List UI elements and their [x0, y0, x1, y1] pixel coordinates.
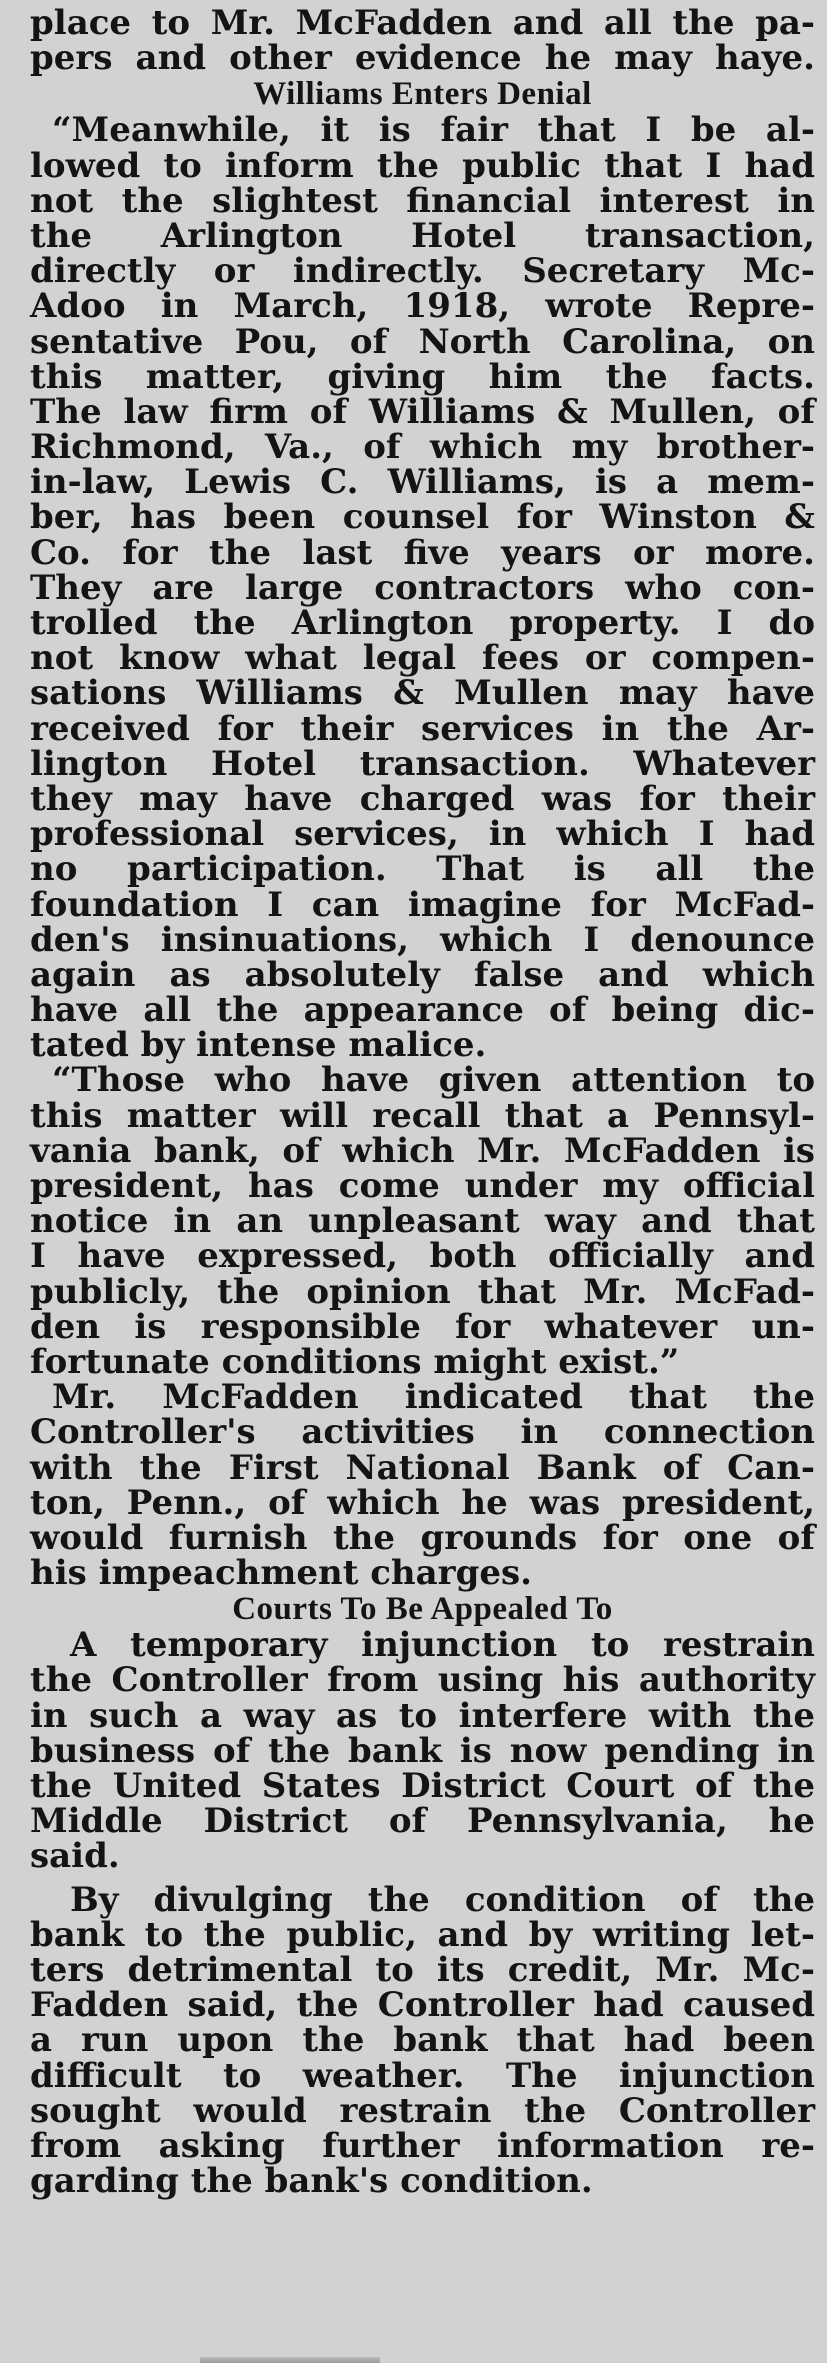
- text-line: his impeachment charges.: [30, 1553, 532, 1594]
- text-line: said.: [30, 1836, 120, 1877]
- text-line: again as absolutely false and which: [30, 954, 815, 995]
- text-line: garding the bank's condition.: [30, 2161, 593, 2202]
- text-line: Richmond, Va., of which my brother-: [30, 427, 815, 468]
- text-line: sations Williams & Mullen may have: [30, 673, 815, 714]
- text-line: den is responsible for whatever un-: [30, 1306, 815, 1347]
- text-line: in-law, Lewis C. Williams, is a mem-: [30, 462, 815, 503]
- text-line: Co. for the last five years or more.: [30, 532, 815, 573]
- text-line: this matter, giving him the facts.: [30, 356, 815, 397]
- text-line: have all the appearance of being dic-: [30, 990, 815, 1031]
- text-line: ber, has been counsel for Winston &: [30, 497, 815, 538]
- text-line: place to Mr. McFadden and all the pa-: [30, 3, 815, 43]
- section-heading-courts: Courts To Be Appealed To: [232, 1591, 613, 1628]
- text-line: trolled the Arlington property. I do: [30, 603, 815, 643]
- text-line: tated by intense malice.: [30, 1025, 487, 1066]
- text-line: ton, Penn., of which he was president,: [30, 1482, 815, 1523]
- text-line: the Controller from using his authority: [30, 1660, 815, 1701]
- text-line: publicly, the opinion that Mr. McFad-: [30, 1271, 815, 1312]
- text-line: vania bank, of which Mr. McFadden is: [30, 1130, 815, 1171]
- text-line: ters detrimental to its credit, Mr. Mc-: [30, 1949, 815, 1990]
- paragraph-bank-run: [30, 1879, 815, 2202]
- text-line: with the First National Bank of Can-: [30, 1447, 815, 1488]
- text-line: no participation. That is all the: [30, 849, 815, 890]
- text-line: lowed to inform the public that I had: [30, 145, 815, 186]
- text-line: By divulging the condition of the: [70, 1879, 815, 1920]
- text-line: they may have charged was for their: [30, 778, 815, 819]
- text-line: received for their services in the Ar-: [30, 708, 815, 749]
- text-line: Controller's activities in connection: [30, 1412, 815, 1453]
- text-line: lington Hotel transaction. Whatever: [30, 743, 815, 784]
- text-line: would furnish the grounds for one of: [30, 1517, 815, 1558]
- text-line: business of the bank is now pending in: [30, 1730, 815, 1771]
- section-heading-denial: Williams Enters Denial: [253, 76, 592, 113]
- text-line: The law firm of Williams & Mullen, of: [30, 391, 815, 432]
- text-line: in such a way as to interfere with the: [30, 1695, 815, 1736]
- text-line: pers and other evidence he may haye.: [30, 38, 815, 79]
- text-line: Middle District of Pennsylvania, he: [30, 1801, 815, 1842]
- paragraph-pennsylvania-bank: [30, 1060, 815, 1382]
- text-line: Adoo in March, 1918, wrote Repre-: [30, 286, 815, 327]
- text-line: notice in an unpleasant way and that: [30, 1201, 815, 1242]
- text-line: sought would restrain the Controller: [30, 2090, 815, 2131]
- text-line: president, has come under my official: [30, 1166, 815, 1206]
- text-line: this matter will recall that a Pennsyl-: [30, 1095, 815, 1136]
- text-line: directly or indirectly. Secretary Mc-: [30, 251, 815, 292]
- text-line: bank to the public, and by writing let-: [30, 1914, 815, 1955]
- paragraph-injunction: [30, 1625, 815, 1877]
- intro-paragraph: [30, 3, 815, 79]
- text-line: from asking further information re-: [30, 2125, 815, 2166]
- text-line: Fadden said, the Controller had caused: [30, 1985, 815, 2026]
- scan-edge-mark: [200, 2357, 380, 2363]
- text-line: foundation I can imagine for McFad-: [30, 884, 815, 925]
- text-line: a run upon the bank that had been: [30, 2020, 815, 2061]
- text-line: fortunate conditions might exist.”: [30, 1341, 680, 1382]
- text-line: not know what legal fees or compen-: [30, 638, 815, 679]
- text-line: not the slightest financial interest in: [30, 180, 815, 221]
- text-line: the Arlington Hotel transaction,: [30, 215, 815, 256]
- text-line: the United States District Court of the: [30, 1766, 815, 1806]
- text-line: They are large contractors who con-: [30, 567, 815, 608]
- paragraph-denial-statement: [30, 110, 815, 1066]
- text-line: “Those who have given attention to: [52, 1060, 815, 1101]
- text-line: A temporary injunction to restrain: [70, 1625, 815, 1666]
- text-line: difficult to weather. The injunction: [30, 2055, 815, 2096]
- text-line: Mr. McFadden indicated that the: [52, 1377, 815, 1418]
- text-line: sentative Pou, of North Carolina, on: [30, 321, 815, 362]
- text-line: professional services, in which I had: [30, 814, 815, 855]
- text-line: I have expressed, both officially and: [30, 1236, 815, 1277]
- text-line: “Meanwhile, it is fair that I be al-: [52, 110, 815, 151]
- paragraph-impeachment: [30, 1377, 815, 1594]
- text-line: den's insinuations, which I denounce: [30, 919, 815, 960]
